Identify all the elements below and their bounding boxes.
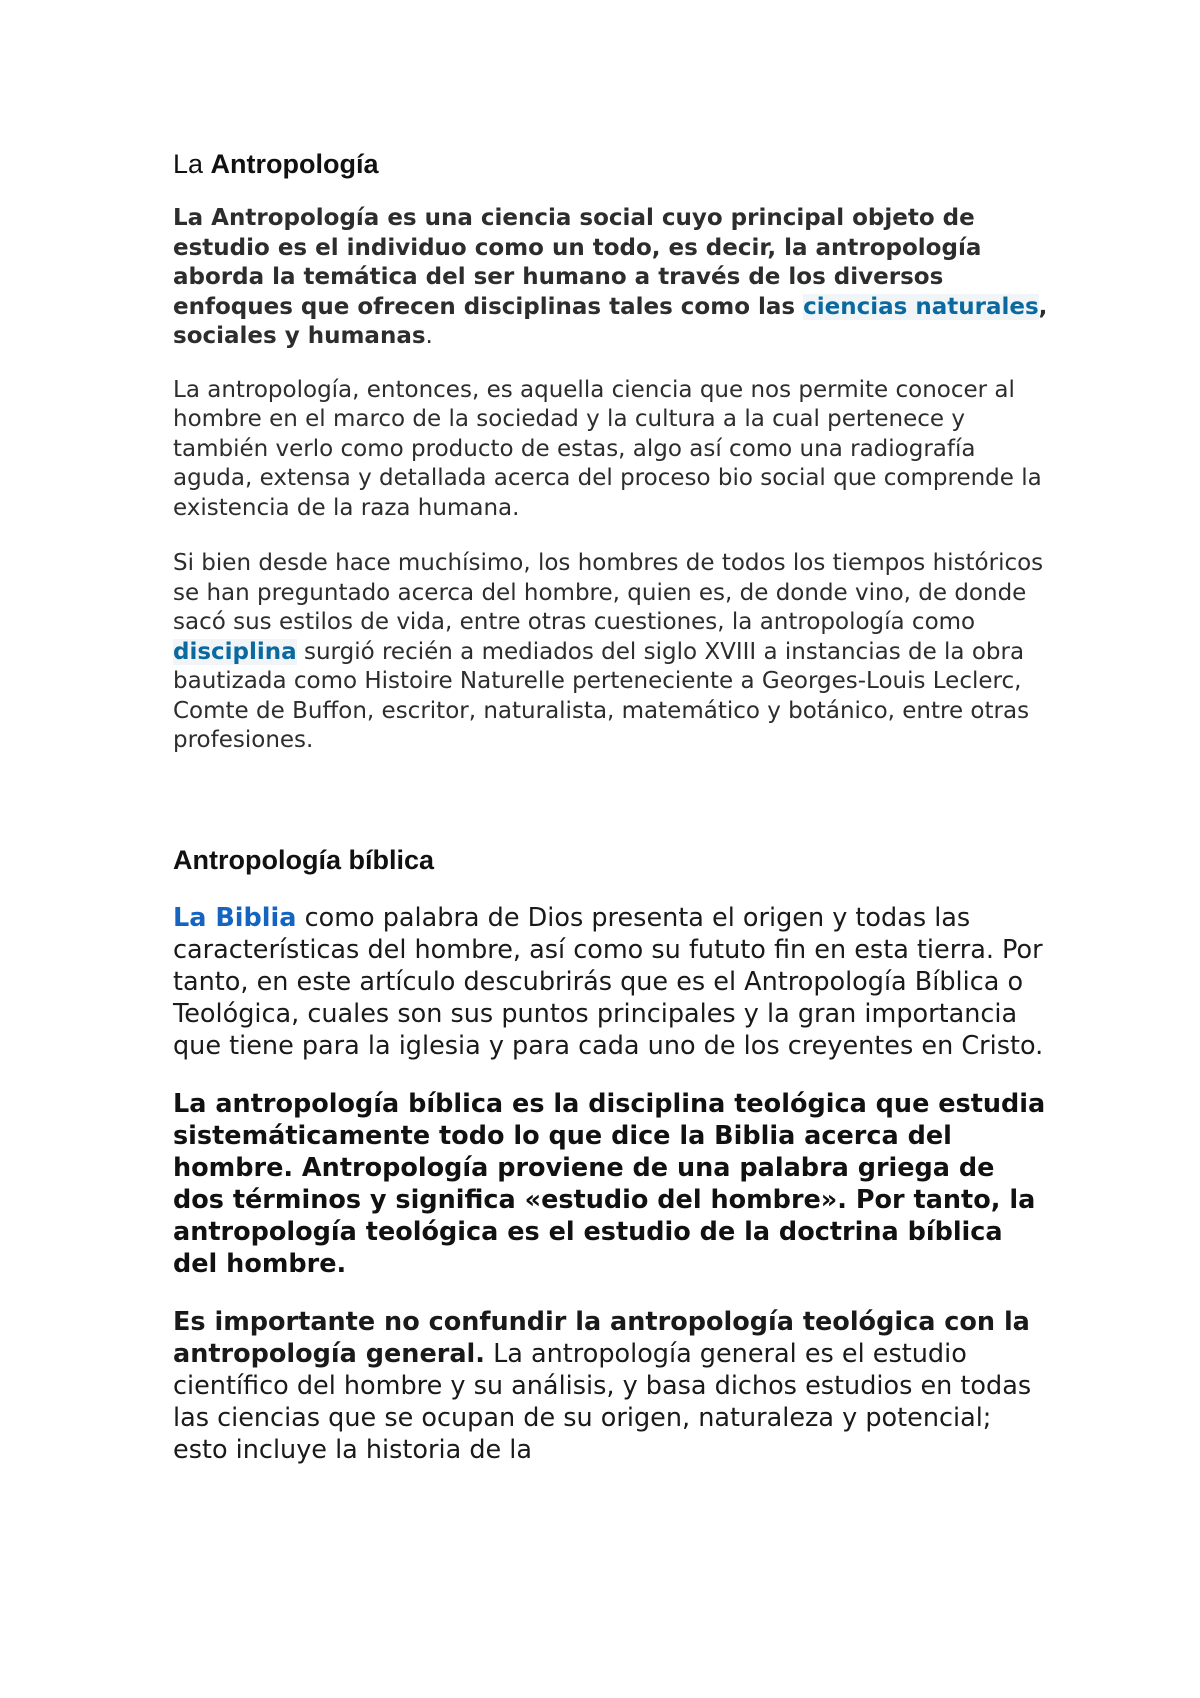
paragraph-definition (173, 204, 1053, 352)
paragraph-text: La Antropología es una ciencia social cuyo principal objeto de estudio es el individuo como un todo, es decir, la antropología aborda la temática del ser humano a través de los diversos enfoques que ofrecen disciplinas tales como las (173, 205, 982, 320)
paragraph-bold-lead: Es importante no confundir la antropología teológica con la antropología general. (173, 1307, 1030, 1370)
paragraph-text: La antropología general es el estudio científico del hombre y su análisis, y basa dichos estudios en todas las ciencias que se ocupan de su origen, naturaleza y potencial; esto incluye la historia de la (173, 1339, 1032, 1466)
paragraph-definicion-biblica: La antropología bíblica es la disciplina teológica que estudia sistemáticamente todo lo que dice la Biblia acerca del hombre. Antropología proviene de una palabra griega de dos términos y significa «estudio del hombre». Por tanto, la antropología teológica es el estudio de la doctrina bíblica del hombre. (173, 1089, 1046, 1280)
paragraph-importante (173, 1306, 1053, 1466)
paragraph-end: . (425, 323, 433, 350)
section-title-antropologia (173, 148, 1053, 180)
link-ciencias-naturales[interactable]: ciencias naturales (803, 293, 1039, 320)
paragraph-text: como palabra de Dios presenta el origen y todas las características del hombre, así como su fututo fin en esta tierra. Por tanto, en este artículo descubrirás que es el Antropología Bíblica o Teológica, cuales son sus puntos principales y la gran importancia que tiene para la iglesia y para cada uno de los creyentes en Cristo. (173, 903, 1044, 1062)
title-bold: Antropología (210, 149, 379, 179)
paragraph-biblia (173, 902, 1053, 1062)
paragraph-historia (173, 549, 1053, 756)
document-content (173, 148, 1053, 1492)
section-title-antropologia-biblica: Antropología bíblica (173, 844, 434, 875)
link-disciplina[interactable]: disciplina (173, 638, 297, 665)
paragraph-text: Si bien desde hace muchísimo, los hombres de todos los tiempos históricos se han preguntado acerca del hombre, quien es, de donde vino, de donde sacó sus estilos de vida, entre otras cuestiones, la antropología como (173, 550, 1044, 636)
paragraph-text: , sociales y humanas (173, 293, 1048, 350)
paragraph-text: surgió recién a mediados del siglo XVIII a instancias de la obra bautizada como Histoire Naturelle perteneciente a Georges-Louis Leclerc, Comte de Buffon, escritor, naturalista, matemático y botánico, entre otras profesiones. (173, 638, 1030, 754)
link-la-biblia[interactable]: La Biblia (173, 903, 297, 934)
title-prefix: La (173, 149, 211, 179)
paragraph-entonces: La antropología, entonces, es aquella ciencia que nos permite conocer al hombre en el marco de la sociedad y la cultura a la cual pertenece y también verlo como producto de estas, algo así como una radiografía aguda, extensa y detallada acerca del proceso bio social que comprende la existencia de la raza humana. (173, 376, 1042, 521)
